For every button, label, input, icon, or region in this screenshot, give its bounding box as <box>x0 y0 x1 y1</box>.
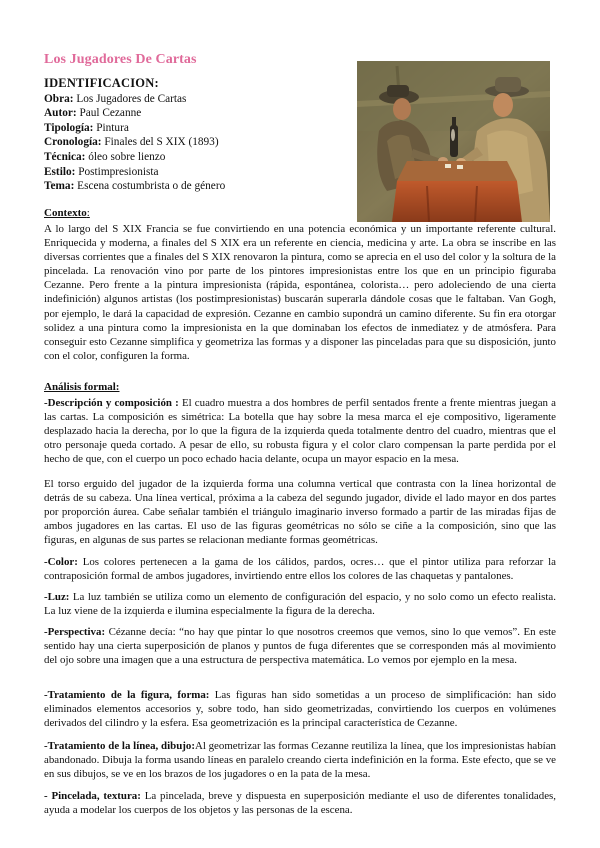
linea-label: -Tratamiento de la línea, dibujo: <box>44 740 195 752</box>
contexto-paragraph: A lo largo del S XIX Francia se fue convirtiendo en una potencia económica y un importante referente cultural. Enriquecida y moderna, a finales del S XIX era un referente en ciencia, medicina y arte. La obra se inscribe en las diversas corrientes que a finales del S XIX renovaron la pintura, como se aprecia en el uso del color y la soltura de la pincelada. La renovación vino por parte de los pintores impresionistas entre los que en un principio figuraba Cezanne. Pero frente a la pintura impresionista (rápida, espontánea, colorista… pero adoleciendo de una cierta indefinición) algunos artistas (los postimpresionistas) buscarán superarla dándole cosas que le faltaban. Van Gogh, por ejemplo, le dará la capacidad de expresión. Cezanne en cambio supondrá un camino diferente. Su fin era otorgar solidez a una pintura como la impresionista en la que dominaban los efectos de inmediatez y de atmósfera. Para conseguir esto Cezanne simplifica y geometriza las formas y a disponer las pinceladas para que su disposición, junto con el color, configuren la forma. <box>44 223 556 362</box>
contexto-heading-text: Contexto <box>44 207 87 219</box>
ident-value: Pintura <box>93 121 129 134</box>
color-label: -Color: <box>44 556 78 568</box>
contexto-heading <box>44 207 90 219</box>
ident-value: Paul Cezanne <box>76 107 142 120</box>
ident-row-cronologia <box>44 135 344 150</box>
torso-paragraph: El torso erguido del jugador de la izquierda forma una columna vertical que contrasta con la línea horizontal de detrás de su cabeza. Una línea vertical, próxima a la cabeza del segundo jugador, divide el lado mayor en dos partes por proporción áurea. Cabe señalar también el triángulo imaginario inverso formado a partir de las miradas fijas de ambos jugadores en las cartas. El uso de las figuras geométricas no sólo se ciñe a la composición, sino que las figuras, en algunas de sus partes se relacionan mediante formas geométricas. <box>44 478 556 547</box>
ident-row-tema <box>44 179 344 194</box>
descripcion-text: El cuadro muestra a dos hombres de perfil sentados frente a frente mientras juegan a las cartas. La composición es simétrica: La botella que hay sobre la mesa marca el eje compositivo, ligeramente desplazado hacia la derecha, por lo que la figura de la izquierda queda totalmente dentro del cuadro, mientras que el otro personaje queda cortado. A pesar de ello, su robusta figura y el color claro compensan la parte perdida por el hecho de que, con el cuerpo un poco echado hacia delante, ocupa un mayor espacio en la mesa. <box>44 397 556 466</box>
painting-illustration <box>357 61 550 222</box>
linea-text: Al geometrizar las formas Cezanne reutiliza la línea, que los impresionistas habían abandonado. Dibuja la forma usando líneas en paralelo creando cierta indefinición en la forma. Este efecto, que se ve en sus dibujos, se ve en los brazos de los jugadores o en la pata de la mesa. <box>44 740 556 781</box>
ident-label: Tipología: <box>44 121 94 134</box>
ident-label: Autor: <box>44 107 77 120</box>
ident-row-tecnica <box>44 150 344 165</box>
luz-text: La luz también se utiliza como un elemento de configuración del espacio, y no solo como un efecto realista. La luz viene de la izquierda e ilumina especialmente la figura de la derecha. <box>44 591 556 618</box>
color-paragraph <box>44 555 556 583</box>
ident-value: Los Jugadores de Cartas <box>73 92 187 105</box>
luz-paragraph <box>44 590 556 618</box>
perspectiva-text: Cézanne decía: “no hay que pintar lo que nosotros creemos que vemos, sino lo que vemos”. En este sentido hay una cierta superposición de planos y puntos de fuga diferentes que se corresponden más al movimiento del ojo sobre una imagen que a una estructura de perspectiva matemática. Lo vemos por ejemplo en la mesa. <box>44 626 556 667</box>
ident-label: Cronología: <box>44 136 102 149</box>
descripcion-label: -Descripción y composición : <box>44 397 179 409</box>
figura-text: Las figuras han sido sometidas a un proceso de simplificación: han sido eliminados elementos accesorios y, sobre todo, han sido geometrizadas, convirtiendo los cuerpos en volúmenes derivados del cilindro y la esfera. Esa geometrización es la principal característica de Cezanne. <box>44 689 557 730</box>
identification-heading: IDENTIFICACION: <box>44 76 159 90</box>
figura-paragraph <box>44 688 556 730</box>
ident-value: Postimpresionista <box>75 165 159 178</box>
ident-row-estilo <box>44 165 344 180</box>
document-title: Los Jugadores De Cartas <box>44 52 197 67</box>
luz-label: -Luz: <box>44 591 70 603</box>
pincelada-paragraph <box>44 789 556 817</box>
ident-value: óleo sobre lienzo <box>85 150 166 163</box>
ident-value: Escena costumbrista o de género <box>74 180 226 193</box>
identification-section <box>44 76 344 194</box>
ident-value: Finales del S XIX (1893) <box>101 136 219 149</box>
ident-label: Tema: <box>44 180 75 193</box>
ident-row-tipologia <box>44 121 344 136</box>
ident-row-obra <box>44 92 344 107</box>
contexto-heading-colon: : <box>86 207 90 219</box>
figura-label: -Tratamiento de la figura, forma: <box>44 689 210 701</box>
color-text: Los colores pertenecen a la gama de los cálidos, pardos, ocres… que el pintor utiliza para reforzar la contraposición formal de ambos jugadores, invirtiendo entre ellos los colores de las chaquetas y pantalones. <box>44 556 556 583</box>
perspectiva-paragraph <box>44 625 556 667</box>
pincelada-text: La pincelada, breve y dispuesta en superposición mediante el uso de diferentes tonalidades, ayuda a modelar los cuerpos de los objetos y las personas de la escena. <box>44 790 556 817</box>
ident-label: Obra: <box>44 92 74 105</box>
pincelada-label: - Pincelada, textura: <box>44 790 141 802</box>
ident-row-autor <box>44 106 344 121</box>
linea-paragraph <box>44 739 556 781</box>
descripcion-paragraph <box>44 396 556 466</box>
ident-label: Técnica: <box>44 150 86 163</box>
perspectiva-label: -Perspectiva: <box>44 626 106 638</box>
ident-label: Estilo: <box>44 165 76 178</box>
card-players-painting-image <box>357 61 550 222</box>
analisis-formal-heading: Análisis formal: <box>44 381 120 393</box>
